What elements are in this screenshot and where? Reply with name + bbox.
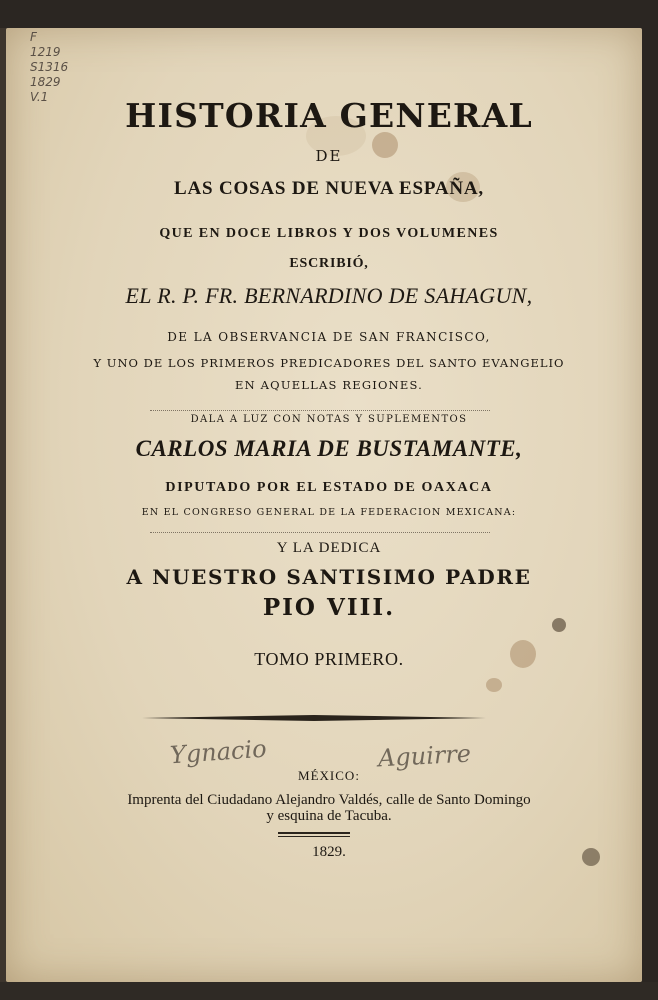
imprint-city: MÉXICO: bbox=[298, 768, 360, 783]
imprint-rule-2 bbox=[278, 836, 350, 837]
editor-title: DIPUTADO POR EL ESTADO DE OAXACA bbox=[165, 480, 493, 495]
dedication-intro: Y LA DEDICA bbox=[276, 540, 382, 556]
escribio-line: ESCRIBIÓ, bbox=[289, 256, 369, 271]
author-regions: EN AQUELLAS REGIONES. bbox=[234, 378, 424, 392]
shelf-mark: F 1219 S1316 1829 V.1 bbox=[30, 30, 69, 104]
title-page bbox=[6, 28, 642, 982]
author-name: EL R. P. FR. BERNARDINO DE SAHAGUN, bbox=[125, 283, 533, 308]
imprint-address: y esquina de Tacuba. bbox=[266, 808, 392, 824]
author-description: Y UNO DE LOS PRIMEROS PREDICADORES DEL SANTO EVANGELIO bbox=[93, 356, 565, 370]
title-line-2: QUE EN DOCE LIBROS Y DOS VOLUMENES bbox=[159, 226, 499, 241]
dedication-pope: PIO VIII. bbox=[262, 594, 396, 621]
editor-intro: DALA A LUZ CON NOTAS Y SUPLEMENTOS bbox=[190, 414, 468, 425]
dotted-rule-bottom bbox=[150, 532, 490, 533]
ornamental-rule bbox=[140, 710, 488, 726]
editor-congress: EN EL CONGRESO GENERAL DE LA FEDERACION MEXICANA: bbox=[141, 507, 517, 518]
editor-name: CARLOS MARIA DE BUSTAMANTE, bbox=[135, 436, 523, 461]
imprint-printer: Imprenta del Ciudadano Alejandro Valdés, calle de Santo Domingo bbox=[127, 792, 531, 808]
publication-year: 1829. bbox=[312, 844, 346, 860]
dotted-rule-top bbox=[150, 410, 490, 411]
signature-last: Aguirre bbox=[377, 739, 472, 773]
author-order: DE LA OBSERVANCIA DE SAN FRANCISCO, bbox=[167, 330, 491, 344]
imprint-rule-1 bbox=[278, 832, 350, 834]
volume-label: TOMO PRIMERO. bbox=[254, 649, 404, 669]
bottom-edge bbox=[0, 982, 658, 1000]
signature-first: Ygnacio bbox=[169, 734, 268, 770]
title-line-1: LAS COSAS DE NUEVA ESPAÑA, bbox=[174, 178, 484, 199]
title-de: DE bbox=[315, 147, 343, 165]
book-title: HISTORIA GENERAL bbox=[125, 96, 533, 135]
dedication-line: A NUESTRO SANTISIMO PADRE bbox=[126, 565, 532, 589]
